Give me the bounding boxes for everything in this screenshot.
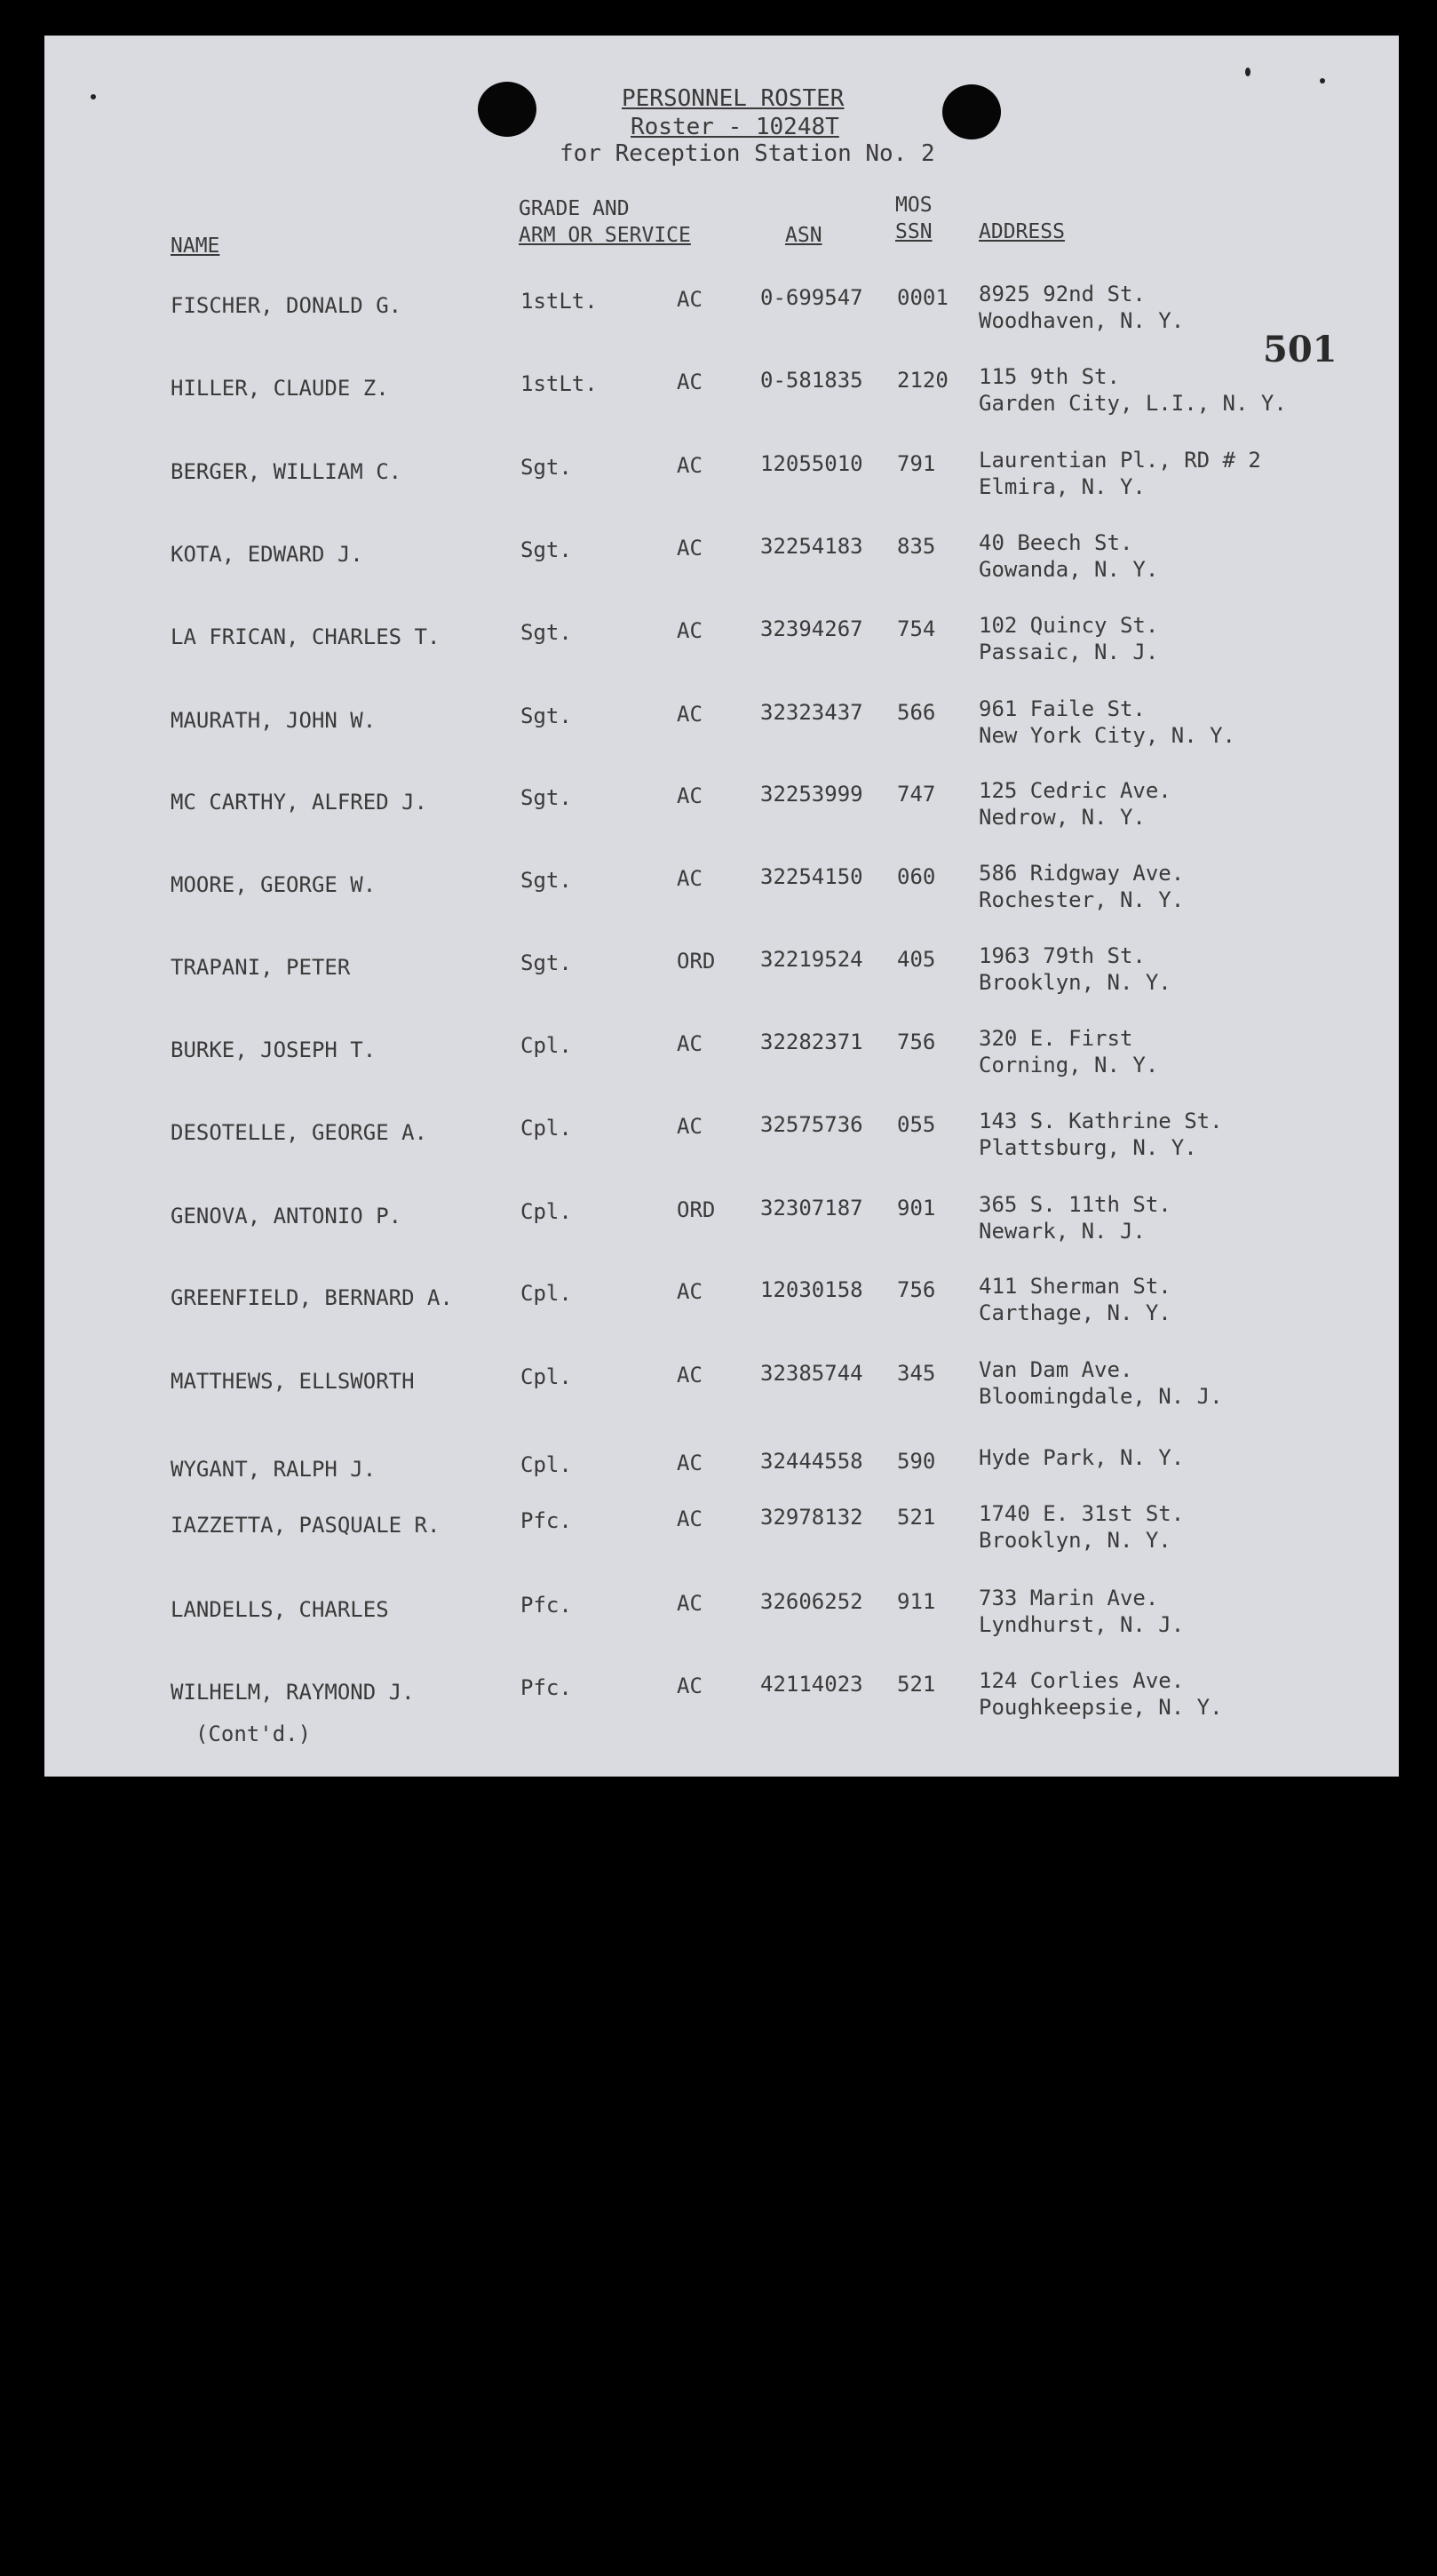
roster-row [44, 1098, 1399, 1169]
roster-asn: 42114023 [760, 1672, 863, 1697]
roster-name: GREENFIELD, BERNARD A. [171, 1285, 453, 1310]
roster-arm: AC [677, 1363, 703, 1387]
roster-name: BERGER, WILLIAM C. [171, 459, 402, 484]
roster-arm: AC [677, 1591, 703, 1616]
roster-grade: Sgt. [520, 537, 572, 562]
roster-name: WILHELM, RAYMOND J. [171, 1680, 415, 1705]
roster-name: WYGANT, RALPH J. [171, 1457, 377, 1482]
roster-name: KOTA, EDWARD J. [171, 542, 363, 567]
roster-asn: 32385744 [760, 1361, 863, 1386]
roster-address-line2: Gowanda, N. Y. [979, 557, 1159, 582]
roster-mos: 345 [897, 1361, 936, 1386]
roster-address-line2: Plattsburg, N. Y. [979, 1135, 1197, 1160]
roster-row [44, 437, 1399, 508]
roster-asn: 0-699547 [760, 285, 863, 310]
roster-name: IAZZETTA, PASQUALE R. [171, 1513, 441, 1538]
roster-row [44, 1347, 1399, 1418]
roster-address-line1: 115 9th St. [979, 364, 1120, 389]
roster-mos: 0001 [897, 285, 949, 310]
roster-asn: 32323437 [760, 700, 863, 725]
roster-arm: AC [677, 783, 703, 808]
roster-mos: 911 [897, 1589, 936, 1614]
header-mos: MOS SSN [895, 194, 933, 243]
roster-asn: 32254183 [760, 534, 863, 559]
roster-arm: AC [677, 370, 703, 394]
ink-speck [1245, 68, 1250, 76]
roster-row [44, 850, 1399, 921]
roster-name: HILLER, CLAUDE Z. [171, 376, 389, 401]
roster-grade: Cpl. [520, 1033, 572, 1058]
roster-asn: 32219524 [760, 947, 863, 972]
roster-mos: 055 [897, 1112, 936, 1137]
roster-row [44, 933, 1399, 1004]
roster-grade: Sgt. [520, 868, 572, 893]
ink-speck [1320, 78, 1325, 83]
roster-address-line2: New York City, N. Y. [979, 723, 1235, 748]
roster-name: BURKE, JOSEPH T. [171, 1038, 377, 1062]
roster-address-line2: Bloomingdale, N. J. [979, 1384, 1223, 1409]
roster-asn: 32978132 [760, 1505, 863, 1530]
roster-row [44, 1491, 1399, 1562]
roster-mos: 566 [897, 700, 936, 725]
roster-arm: AC [677, 866, 703, 891]
roster-address-line1: 40 Beech St. [979, 530, 1133, 555]
roster-address-line1: 125 Cedric Ave. [979, 778, 1171, 803]
roster-address-line1: 586 Ridgway Ave. [979, 861, 1185, 886]
roster-arm: AC [677, 618, 703, 643]
roster-arm: AC [677, 453, 703, 478]
roster-mos: 901 [897, 1196, 936, 1220]
roster-name: LA FRICAN, CHARLES T. [171, 624, 441, 649]
roster-mos: 2120 [897, 368, 949, 393]
roster-mos: 791 [897, 451, 936, 476]
roster-mos: 405 [897, 947, 936, 972]
roster-asn: 12030158 [760, 1277, 863, 1302]
roster-grade: Sgt. [520, 950, 572, 975]
roster-name: LANDELLS, CHARLES [171, 1597, 389, 1622]
roster-grade: Cpl. [520, 1199, 572, 1224]
roster-mos: 835 [897, 534, 936, 559]
roster-address-line1: 320 E. First [979, 1026, 1133, 1051]
roster-grade: Pfc. [520, 1508, 572, 1533]
roster-address-line1: 365 S. 11th St. [979, 1192, 1171, 1217]
roster-subtitle: for Reception Station No. 2 [560, 140, 935, 167]
punch-hole [942, 84, 1001, 139]
roster-address-line1: 102 Quincy St. [979, 613, 1159, 638]
roster-address-line1: 411 Sherman St. [979, 1274, 1171, 1299]
roster-address-line2: Woodhaven, N. Y. [979, 308, 1185, 333]
roster-address-line2: Rochester, N. Y. [979, 887, 1185, 912]
roster-address-line2: Elmira, N. Y. [979, 474, 1146, 499]
roster-row [44, 1015, 1399, 1086]
roster-address-line2: Nedrow, N. Y. [979, 805, 1146, 830]
roster-row [44, 1575, 1399, 1646]
roster-address-line2: Garden City, L.I., N. Y. [979, 391, 1287, 416]
roster-grade: Pfc. [520, 1593, 572, 1618]
roster-asn: 32282371 [760, 1030, 863, 1054]
header-address: ADDRESS [979, 220, 1065, 243]
ink-speck [91, 94, 96, 99]
roster-number: Roster - 10248T [631, 114, 839, 140]
roster-mos: 756 [897, 1277, 936, 1302]
roster-address-line1: 961 Faile St. [979, 696, 1146, 721]
roster-asn: 12055010 [760, 451, 863, 476]
roster-arm: ORD [677, 949, 716, 974]
roster-grade: Sgt. [520, 704, 572, 728]
roster-name: FISCHER, DONALD G. [171, 293, 402, 318]
roster-arm: AC [677, 1031, 703, 1056]
roster-address-line2: Corning, N. Y. [979, 1053, 1159, 1077]
roster-address-line1: 124 Corlies Ave. [979, 1668, 1185, 1693]
roster-name: GENOVA, ANTONIO P. [171, 1204, 402, 1228]
roster-grade: Pfc. [520, 1675, 572, 1700]
roster-address-line1: 1963 79th St. [979, 943, 1146, 968]
roster-row [44, 1181, 1399, 1252]
roster-address-line1: 8925 92nd St. [979, 282, 1146, 306]
roster-grade: Sgt. [520, 620, 572, 645]
roster-mos: 747 [897, 782, 936, 807]
header-asn: ASN [785, 224, 822, 247]
roster-page [44, 36, 1399, 1777]
roster-arm: AC [677, 1674, 703, 1698]
roster-row [44, 767, 1399, 839]
roster-mos: 521 [897, 1505, 936, 1530]
roster-row [44, 271, 1399, 342]
roster-arm: ORD [677, 1197, 716, 1222]
roster-asn: 32254150 [760, 864, 863, 889]
roster-grade: Cpl. [520, 1452, 572, 1477]
roster-address-line1: Laurentian Pl., RD # 2 [979, 448, 1261, 473]
roster-name: TRAPANI, PETER [171, 955, 351, 980]
roster-arm: AC [677, 287, 703, 312]
roster-name: MAURATH, JOHN W. [171, 708, 377, 733]
roster-grade: Cpl. [520, 1364, 572, 1389]
roster-address-line2: Carthage, N. Y. [979, 1300, 1171, 1325]
roster-asn: 0-581835 [760, 368, 863, 393]
roster-row [44, 686, 1399, 757]
roster-name: MOORE, GEORGE W. [171, 872, 377, 897]
header-name: NAME [171, 235, 220, 258]
roster-address-line2: Passaic, N. J. [979, 640, 1159, 664]
roster-grade: Sgt. [520, 785, 572, 810]
roster-arm: AC [677, 1507, 703, 1531]
roster-arm: AC [677, 702, 703, 727]
roster-address-line1: Van Dam Ave. [979, 1357, 1133, 1382]
roster-grade: 1stLt. [520, 371, 598, 396]
roster-name: DESOTELLE, GEORGE A. [171, 1120, 427, 1145]
roster-address-line2: Newark, N. J. [979, 1219, 1146, 1244]
roster-arm: AC [677, 536, 703, 561]
roster-address-line2: Brooklyn, N. Y. [979, 970, 1171, 995]
roster-grade: 1stLt. [520, 289, 598, 314]
roster-asn: 32606252 [760, 1589, 863, 1614]
roster-address-line2: Brooklyn, N. Y. [979, 1528, 1171, 1553]
roster-address-line1: 143 S. Kathrine St. [979, 1109, 1223, 1133]
roster-mos: 521 [897, 1672, 936, 1697]
roster-name: MATTHEWS, ELLSWORTH [171, 1369, 415, 1394]
roster-address-line2: Lyndhurst, N. J. [979, 1612, 1185, 1637]
page-number: 501 [1263, 329, 1338, 370]
roster-title: PERSONNEL ROSTER [622, 85, 845, 112]
roster-address-line2: Poughkeepsie, N. Y. [979, 1695, 1223, 1720]
continued-note: (Cont'd.) [195, 1721, 312, 1746]
roster-asn: 32253999 [760, 782, 863, 807]
roster-row [44, 1658, 1399, 1729]
roster-mos: 590 [897, 1449, 936, 1474]
roster-address-line1: Hyde Park, N. Y. [979, 1445, 1185, 1470]
roster-grade: Sgt. [520, 455, 572, 480]
roster-mos: 754 [897, 616, 936, 641]
roster-row [44, 602, 1399, 673]
roster-row [44, 1263, 1399, 1334]
roster-mos: 756 [897, 1030, 936, 1054]
roster-row [44, 354, 1399, 425]
header-grade: GRADE AND ARM OR SERVICE [519, 197, 691, 247]
roster-name: MC CARTHY, ALFRED J. [171, 790, 427, 815]
roster-address-line1: 733 Marin Ave. [979, 1586, 1159, 1610]
roster-asn: 32444558 [760, 1449, 863, 1474]
roster-mos: 060 [897, 864, 936, 889]
roster-row [44, 520, 1399, 591]
roster-asn: 32394267 [760, 616, 863, 641]
roster-arm: AC [677, 1114, 703, 1139]
roster-asn: 32307187 [760, 1196, 863, 1220]
roster-asn: 32575736 [760, 1112, 863, 1137]
roster-arm: AC [677, 1451, 703, 1475]
roster-arm: AC [677, 1279, 703, 1304]
roster-grade: Cpl. [520, 1281, 572, 1306]
roster-address-line1: 1740 E. 31st St. [979, 1501, 1185, 1526]
roster-grade: Cpl. [520, 1116, 572, 1141]
punch-hole [478, 82, 536, 137]
